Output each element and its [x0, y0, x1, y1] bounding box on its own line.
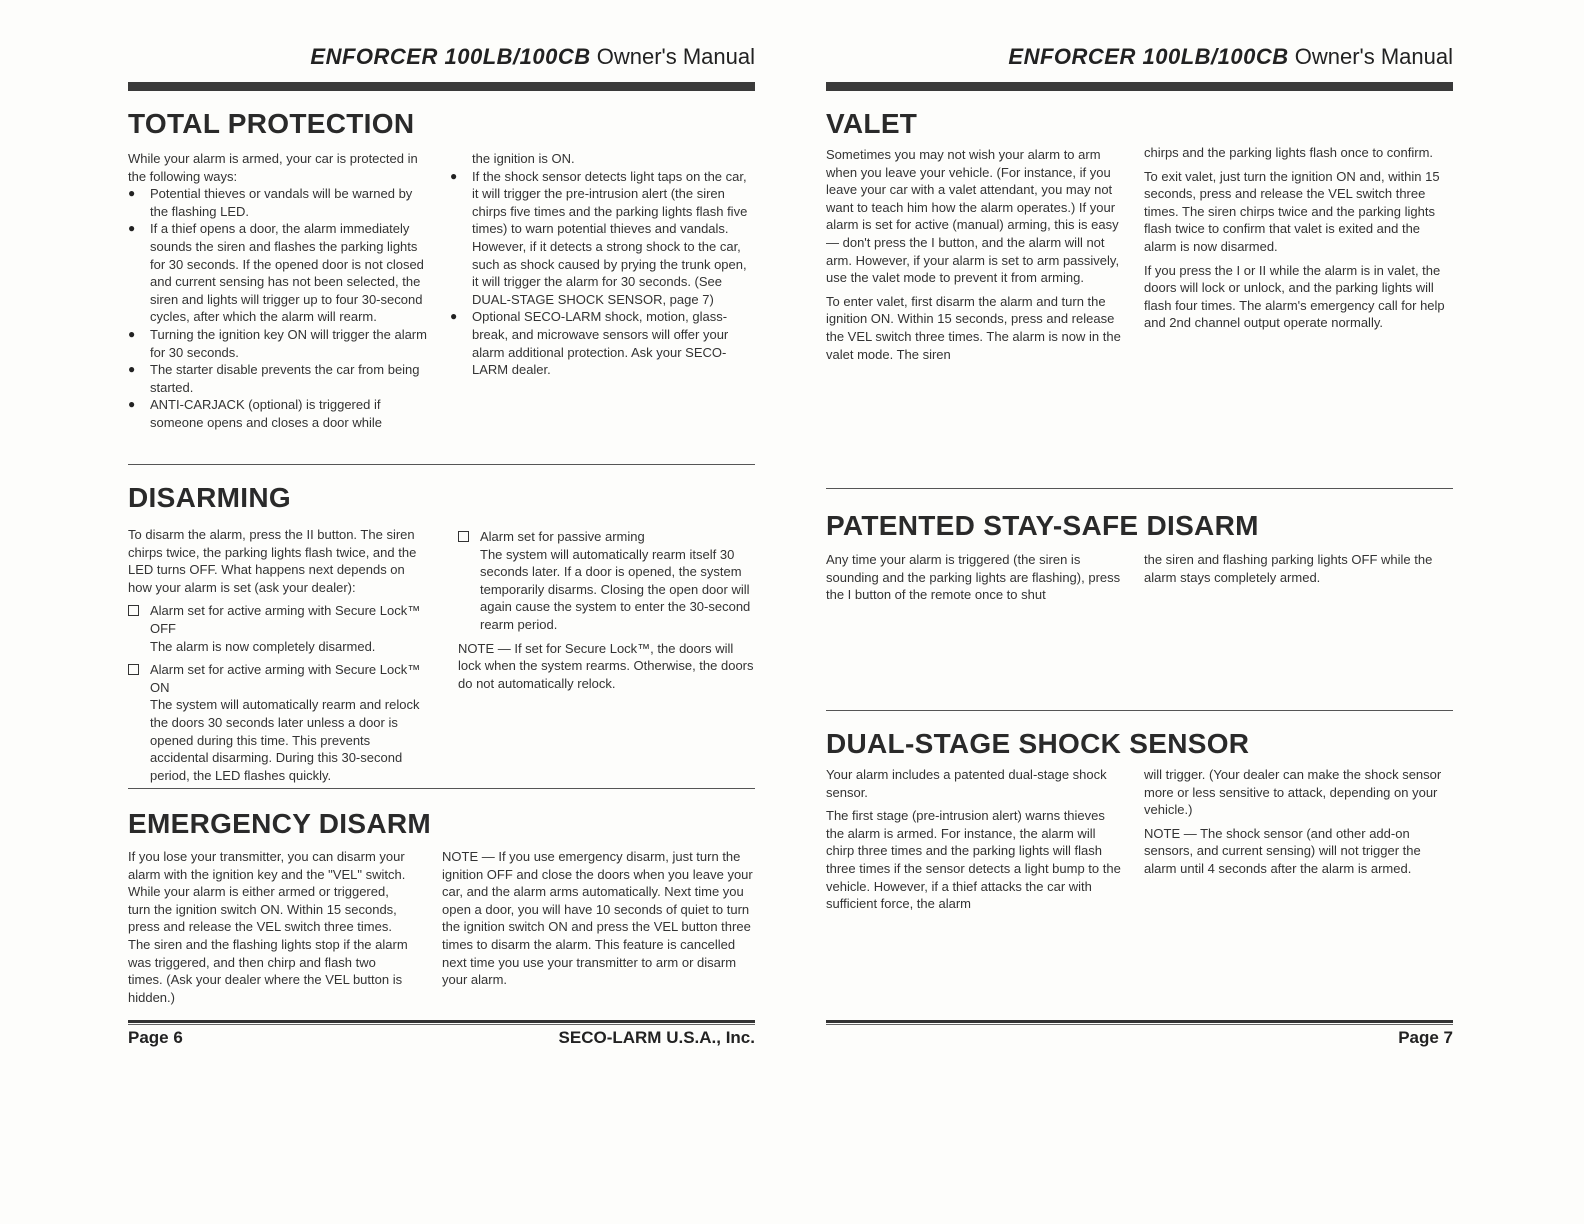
right-page	[826, 0, 1453, 1224]
footer-bar-thin	[826, 1024, 1453, 1025]
section-divider	[826, 710, 1453, 711]
option-body: The system will automatically rearm and relock the doors 30 seconds later unless a door is opened during this time. This prevents accidental disarming. During this 30-second period, the LED flashes quickly.	[150, 697, 420, 783]
stay-safe-col2	[1144, 551, 1453, 592]
disarming-title: DISARMING	[128, 482, 291, 513]
option-body: The alarm is now completely disarmed.	[150, 638, 376, 654]
valet-p5: If you press the I or II while the alarm is in valet, the doors will lock or unlock, and the parking lights will flash four times. The alarm's emergency call for help and 2nd channel output operate normally.	[1144, 262, 1445, 331]
emergency-note: NOTE — If you use emergency disarm, just turn the ignition OFF and close the doors when you leave your car, and the alarm arms automatically. Next time you open a door, you will have 10 seconds of quiet to turn the ignition switch ON and press the VEL button three times to disarm the alarm. This feature is cancelled next time you use your transmitter to arm or disarm your alarm.	[442, 849, 753, 988]
shock-p1: Your alarm includes a patented dual-stage shock sensor.	[826, 767, 1107, 800]
disarming-intro: To disarm the alarm, press the II button. The siren chirps twice, the parking lights flash twice, and the LED turns OFF. What happens next depends on how your alarm is set (ask your dealer):	[128, 527, 417, 595]
list-item: ● Turning the ignition key ON will trigger the alarm for 30 seconds.	[128, 326, 433, 361]
left-header	[310, 44, 755, 70]
total-protection-col2	[450, 150, 755, 379]
checkbox-icon	[458, 531, 469, 542]
total-protection-col1	[128, 150, 433, 432]
shock-col2	[1144, 766, 1453, 884]
emergency-col1	[128, 848, 413, 1012]
list-item: ● ANTI-CARJACK (optional) is triggered if someone opens and closes a door while	[128, 396, 433, 431]
total-protection-title: TOTAL PROTECTION	[128, 108, 415, 139]
option-head: Alarm set for active arming with Secure Lock™ OFF	[150, 603, 421, 636]
section-divider	[826, 488, 1453, 489]
list-item	[128, 661, 428, 783]
header-brand: ENFORCER 100LB/100CB	[310, 44, 591, 69]
header-brand: ENFORCER 100LB/100CB	[1008, 44, 1289, 69]
disarming-col2	[458, 528, 755, 698]
list-item: ● The starter disable prevents the car from being started.	[128, 361, 433, 396]
section-divider	[128, 464, 755, 465]
right-header	[1008, 44, 1453, 70]
valet-col1	[826, 146, 1131, 369]
emergency-col2	[442, 848, 755, 995]
valet-p2: To enter valet, first disarm the alarm and turn the ignition ON. Within 15 seconds, press and release the VEL switch three times. The alarm is now in the valet mode. The siren	[826, 293, 1121, 362]
checkbox-icon	[128, 664, 139, 675]
valet-title: VALET	[826, 108, 918, 139]
disarming-note: NOTE — If set for Secure Lock™, the doors will lock when the system rearms. Otherwise, the doors do not automatically relock.	[458, 640, 754, 691]
list-item: ● If the shock sensor detects light taps on the car, it will trigger the pre-intrusion alert (the siren chirps five times and the parking lights flash five times) to warn potential thieves and vandals. However, if it detects a strong shock to the car, such as shock caused by prying the trunk open, it will trigger the alarm for 30 seconds. (See DUAL-STAGE SHOCK SENSOR, page 7)	[450, 168, 755, 309]
shock-sensor-title: DUAL-STAGE SHOCK SENSOR	[826, 728, 1250, 759]
option-body: The system will automatically rearm itself 30 seconds later. If a door is opened, the system temporarily disarms. Closing the open door will again cause the system to enter the 30-second rearm period.	[480, 546, 751, 632]
checkbox-icon	[128, 605, 139, 616]
list-item	[128, 602, 428, 655]
list-item	[458, 528, 755, 634]
emergency-body: If you lose your transmitter, you can disarm your alarm with the ignition key and the "VEL" switch. While your alarm is either armed or triggered, turn the ignition switch ON. Within 15 seconds, press and release the VEL switch three times. The siren and the flashing lights stop if the alarm was triggered, and then chirp and flash two times. (Ask your dealer where the VEL button is hidden.)	[128, 849, 408, 1005]
footer-bar	[128, 1020, 755, 1023]
stay-safe-p1: Any time your alarm is triggered (the siren is sounding and the parking lights are flashing), press the I button of the remote once to shut	[826, 552, 1121, 603]
section-divider	[128, 788, 755, 789]
list-item: ● If a thief opens a door, the alarm immediately sounds the siren and flashes the parking lights for 30 seconds. If the opened door is not closed and current sensing has not been selected, the siren and lights will trigger up to four 30-second cycles, after which the alarm will rearm.	[128, 220, 433, 326]
footer-bar-thin	[128, 1024, 755, 1025]
valet-p1: Sometimes you may not wish your alarm to arm when you leave your vehicle. (For instance, if you leave your car with a valet attendant, you may not want to teach him how the alarm operates.) If your alarm is set for active (manual) arming, this is easy — don't press the I button, and the alarm will not arm. However, if your alarm is set to arm passively, use the valet mode to prevent it from arming.	[826, 147, 1120, 286]
emergency-disarm-title: EMERGENCY DISARM	[128, 808, 431, 839]
stay-safe-title: PATENTED STAY-SAFE DISARM	[826, 510, 1259, 541]
header-bar	[826, 82, 1453, 91]
page-number: Page 7	[1398, 1028, 1453, 1047]
header-suffix: Owner's Manual	[590, 44, 755, 69]
company-name: SECO-LARM U.S.A., Inc.	[558, 1028, 755, 1047]
total-protection-intro: While your alarm is armed, your car is protected in the following ways:	[128, 151, 418, 184]
left-page	[128, 0, 755, 1224]
shock-p3: will trigger. (Your dealer can make the shock sensor more or less sensitive to attack, depending on your vehicle.)	[1144, 767, 1442, 818]
page-number: Page 6	[128, 1028, 183, 1047]
option-head: Alarm set for passive arming	[480, 529, 645, 544]
option-head: Alarm set for active arming with Secure Lock™ ON	[150, 662, 421, 695]
header-suffix: Owner's Manual	[1288, 44, 1453, 69]
header-bar	[128, 82, 755, 91]
valet-col2	[1144, 144, 1453, 338]
valet-p3: chirps and the parking lights flash once to confirm.	[1144, 145, 1434, 160]
list-item: ● Potential thieves or vandals will be warned by the flashing LED.	[128, 185, 433, 220]
disarming-col1	[128, 526, 428, 783]
shock-p2: The first stage (pre-intrusion alert) warns thieves the alarm is armed. For instance, the alarm will chirp three times and the parking lights will flash three times if the sensor detects a light bump to the vehicle. However, if a thief attacks the car with sufficient force, the alarm	[826, 808, 1121, 912]
list-item: the ignition is ON.	[472, 151, 575, 166]
footer-bar	[826, 1020, 1453, 1023]
stay-safe-col1	[826, 551, 1131, 610]
stay-safe-p2: the siren and flashing parking lights OFF while the alarm stays completely armed.	[1144, 552, 1433, 585]
shock-col1	[826, 766, 1126, 919]
list-item: ● Optional SECO-LARM shock, motion, glass-break, and microwave sensors will offer your alarm additional protection. Ask your SECO-LARM dealer.	[450, 308, 755, 378]
valet-p4: To exit valet, just turn the ignition ON and, within 15 seconds, press and release the VEL switch three times. The siren chirps twice and the parking lights flash twice to confirm that valet is exited and the alarm is now disarmed.	[1144, 168, 1440, 254]
shock-note: NOTE — The shock sensor (and other add-on sensors, and current sensing) will not trigger the alarm until 4 seconds after the alarm is armed.	[1144, 825, 1421, 876]
